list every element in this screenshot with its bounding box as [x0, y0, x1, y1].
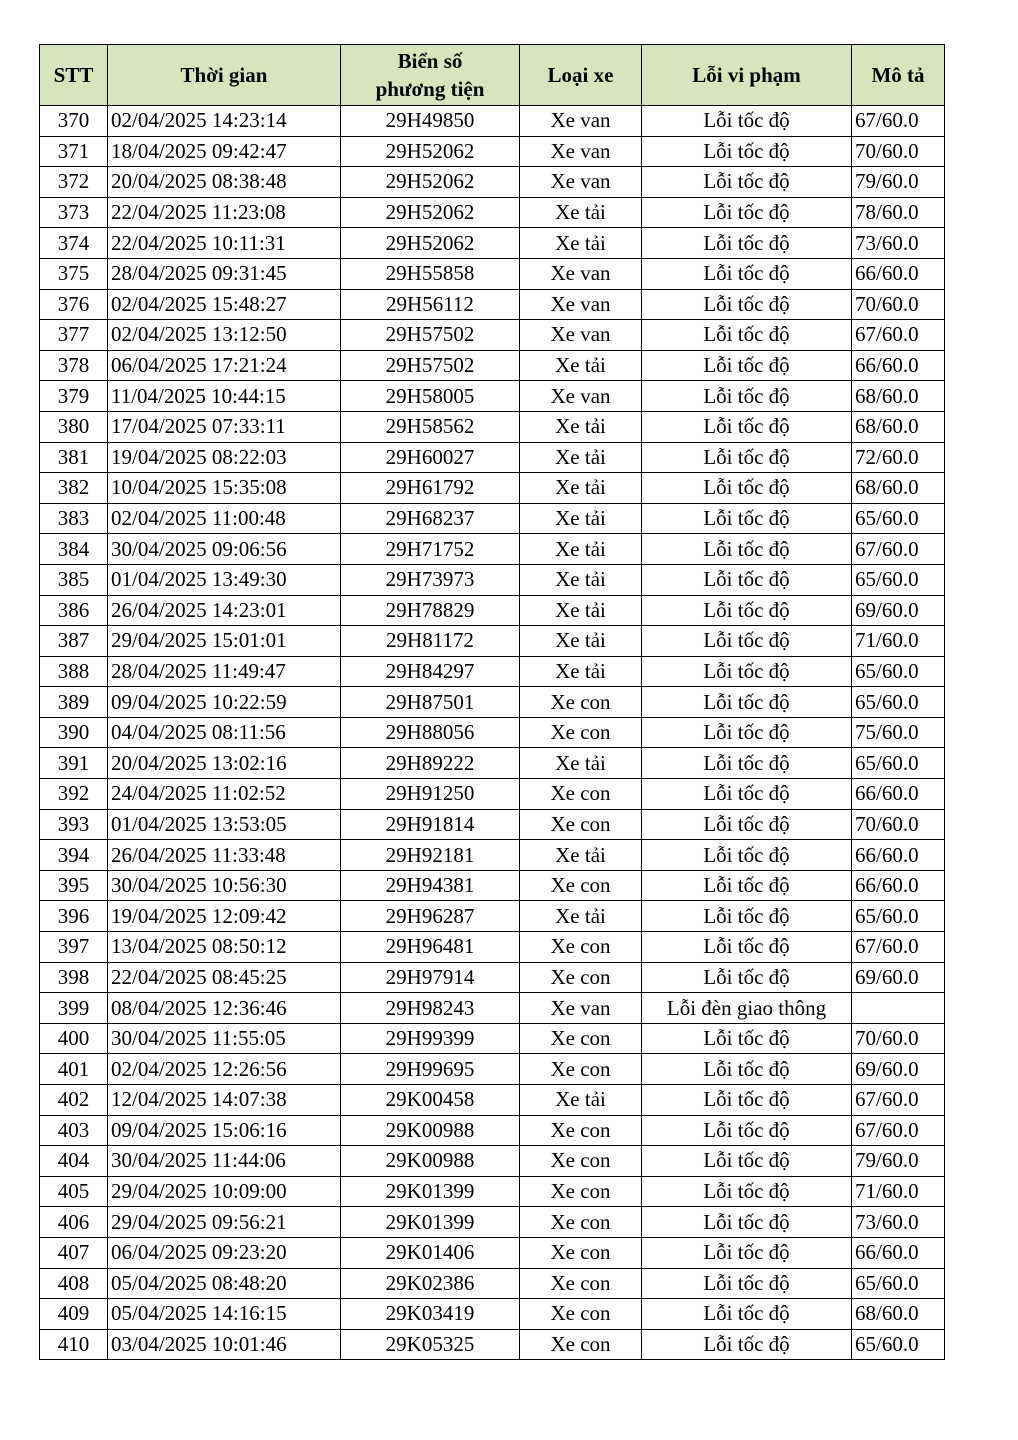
cell-description: 65/60.0 — [852, 1268, 945, 1299]
cell-stt: 370 — [40, 106, 108, 137]
table-row — [40, 626, 945, 657]
cell-stt: 393 — [40, 809, 108, 840]
cell-stt: 403 — [40, 1115, 108, 1146]
cell-violation: Lỗi tốc độ — [642, 840, 852, 871]
cell-vehicle-type: Xe tải — [520, 411, 642, 442]
cell-stt: 406 — [40, 1207, 108, 1238]
cell-time: 03/04/2025 10:01:46 — [108, 1329, 341, 1360]
cell-time: 29/04/2025 10:09:00 — [108, 1176, 341, 1207]
cell-violation: Lỗi tốc độ — [642, 595, 852, 626]
cell-time: 13/04/2025 08:50:12 — [108, 932, 341, 963]
table-header-row — [40, 45, 945, 106]
cell-description: 73/60.0 — [852, 1207, 945, 1238]
table-row — [40, 503, 945, 534]
table-row — [40, 534, 945, 565]
cell-vehicle-type: Xe tải — [520, 748, 642, 779]
cell-violation: Lỗi tốc độ — [642, 962, 852, 993]
cell-vehicle-type: Xe tải — [520, 442, 642, 473]
cell-vehicle-type: Xe con — [520, 1268, 642, 1299]
cell-description: 66/60.0 — [852, 840, 945, 871]
cell-violation: Lỗi tốc độ — [642, 106, 852, 137]
table-row — [40, 1176, 945, 1207]
cell-stt: 383 — [40, 503, 108, 534]
cell-description: 70/60.0 — [852, 809, 945, 840]
cell-stt: 378 — [40, 350, 108, 381]
cell-vehicle-type: Xe tải — [520, 901, 642, 932]
cell-stt: 397 — [40, 932, 108, 963]
cell-stt: 381 — [40, 442, 108, 473]
cell-description: 66/60.0 — [852, 779, 945, 810]
cell-time: 30/04/2025 11:44:06 — [108, 1146, 341, 1177]
cell-time: 22/04/2025 10:11:31 — [108, 228, 341, 259]
cell-time: 30/04/2025 11:55:05 — [108, 1023, 341, 1054]
cell-plate: 29K02386 — [341, 1268, 520, 1299]
cell-plate: 29H52062 — [341, 136, 520, 167]
header-plate-line2: phương tiện — [375, 77, 485, 101]
cell-vehicle-type: Xe con — [520, 1176, 642, 1207]
table-row — [40, 840, 945, 871]
cell-description: 65/60.0 — [852, 656, 945, 687]
cell-stt: 394 — [40, 840, 108, 871]
table-row — [40, 167, 945, 198]
cell-vehicle-type: Xe van — [520, 106, 642, 137]
cell-plate: 29H84297 — [341, 656, 520, 687]
cell-stt: 372 — [40, 167, 108, 198]
cell-description: 67/60.0 — [852, 534, 945, 565]
table-row — [40, 595, 945, 626]
cell-plate: 29H94381 — [341, 870, 520, 901]
cell-stt: 398 — [40, 962, 108, 993]
cell-violation: Lỗi tốc độ — [642, 1268, 852, 1299]
cell-violation: Lỗi tốc độ — [642, 717, 852, 748]
cell-time: 02/04/2025 15:48:27 — [108, 289, 341, 320]
cell-stt: 375 — [40, 258, 108, 289]
cell-violation: Lỗi tốc độ — [642, 197, 852, 228]
cell-vehicle-type: Xe con — [520, 962, 642, 993]
cell-stt: 400 — [40, 1023, 108, 1054]
cell-plate: 29H73973 — [341, 564, 520, 595]
cell-time: 06/04/2025 17:21:24 — [108, 350, 341, 381]
cell-vehicle-type: Xe con — [520, 1207, 642, 1238]
cell-plate: 29K00458 — [341, 1085, 520, 1116]
cell-violation: Lỗi tốc độ — [642, 1207, 852, 1238]
cell-vehicle-type: Xe con — [520, 687, 642, 718]
cell-stt: 374 — [40, 228, 108, 259]
cell-time: 19/04/2025 08:22:03 — [108, 442, 341, 473]
cell-description: 67/60.0 — [852, 932, 945, 963]
table-row — [40, 779, 945, 810]
cell-vehicle-type: Xe tải — [520, 228, 642, 259]
cell-time: 30/04/2025 10:56:30 — [108, 870, 341, 901]
cell-vehicle-type: Xe tải — [520, 564, 642, 595]
cell-plate: 29H99399 — [341, 1023, 520, 1054]
cell-violation: Lỗi tốc độ — [642, 136, 852, 167]
cell-plate: 29H52062 — [341, 228, 520, 259]
table-row — [40, 197, 945, 228]
cell-vehicle-type: Xe van — [520, 258, 642, 289]
table-row — [40, 717, 945, 748]
cell-vehicle-type: Xe tải — [520, 503, 642, 534]
table-row — [40, 901, 945, 932]
cell-violation: Lỗi tốc độ — [642, 1115, 852, 1146]
cell-vehicle-type: Xe tải — [520, 840, 642, 871]
cell-stt: 391 — [40, 748, 108, 779]
cell-violation: Lỗi tốc độ — [642, 320, 852, 351]
cell-vehicle-type: Xe tải — [520, 595, 642, 626]
header-stt: STT — [40, 45, 108, 106]
cell-time: 17/04/2025 07:33:11 — [108, 411, 341, 442]
table-row — [40, 870, 945, 901]
header-plate-line1: Biển số — [397, 49, 463, 73]
cell-time: 02/04/2025 14:23:14 — [108, 106, 341, 137]
cell-violation: Lỗi tốc độ — [642, 411, 852, 442]
table-row — [40, 564, 945, 595]
cell-stt: 371 — [40, 136, 108, 167]
cell-violation: Lỗi tốc độ — [642, 564, 852, 595]
cell-plate: 29H78829 — [341, 595, 520, 626]
cell-description: 70/60.0 — [852, 1023, 945, 1054]
cell-description — [852, 993, 945, 1024]
cell-stt: 409 — [40, 1299, 108, 1330]
table-row — [40, 962, 945, 993]
table-row — [40, 1268, 945, 1299]
cell-plate: 29H99695 — [341, 1054, 520, 1085]
cell-violation: Lỗi tốc độ — [642, 534, 852, 565]
cell-time: 01/04/2025 13:49:30 — [108, 564, 341, 595]
cell-description: 67/60.0 — [852, 1115, 945, 1146]
cell-stt: 377 — [40, 320, 108, 351]
cell-plate: 29H87501 — [341, 687, 520, 718]
cell-stt: 388 — [40, 656, 108, 687]
cell-violation: Lỗi tốc độ — [642, 779, 852, 810]
cell-vehicle-type: Xe con — [520, 1115, 642, 1146]
cell-description: 79/60.0 — [852, 1146, 945, 1177]
table-row — [40, 1329, 945, 1360]
cell-description: 66/60.0 — [852, 870, 945, 901]
cell-vehicle-type: Xe van — [520, 993, 642, 1024]
cell-stt: 384 — [40, 534, 108, 565]
cell-plate: 29H97914 — [341, 962, 520, 993]
cell-time: 09/04/2025 15:06:16 — [108, 1115, 341, 1146]
cell-vehicle-type: Xe tải — [520, 197, 642, 228]
cell-plate: 29K00988 — [341, 1115, 520, 1146]
cell-violation: Lỗi tốc độ — [642, 503, 852, 534]
cell-plate: 29H96481 — [341, 932, 520, 963]
cell-plate: 29H88056 — [341, 717, 520, 748]
header-violation: Lỗi vi phạm — [642, 45, 852, 106]
cell-plate: 29K05325 — [341, 1329, 520, 1360]
cell-stt: 408 — [40, 1268, 108, 1299]
cell-time: 09/04/2025 10:22:59 — [108, 687, 341, 718]
table-row — [40, 1085, 945, 1116]
cell-violation: Lỗi đèn giao thông — [642, 993, 852, 1024]
cell-description: 65/60.0 — [852, 748, 945, 779]
cell-vehicle-type: Xe tải — [520, 534, 642, 565]
cell-stt: 395 — [40, 870, 108, 901]
cell-plate: 29K03419 — [341, 1299, 520, 1330]
cell-stt: 410 — [40, 1329, 108, 1360]
header-description: Mô tả — [852, 45, 945, 106]
cell-time: 11/04/2025 10:44:15 — [108, 381, 341, 412]
cell-violation: Lỗi tốc độ — [642, 1023, 852, 1054]
table-row — [40, 258, 945, 289]
cell-plate: 29H68237 — [341, 503, 520, 534]
cell-vehicle-type: Xe con — [520, 932, 642, 963]
cell-description: 68/60.0 — [852, 381, 945, 412]
cell-plate: 29H92181 — [341, 840, 520, 871]
cell-stt: 389 — [40, 687, 108, 718]
cell-stt: 382 — [40, 473, 108, 504]
cell-violation: Lỗi tốc độ — [642, 932, 852, 963]
cell-stt: 385 — [40, 564, 108, 595]
cell-vehicle-type: Xe van — [520, 381, 642, 412]
cell-description: 75/60.0 — [852, 717, 945, 748]
cell-description: 65/60.0 — [852, 1329, 945, 1360]
cell-plate: 29K00988 — [341, 1146, 520, 1177]
cell-time: 06/04/2025 09:23:20 — [108, 1237, 341, 1268]
cell-violation: Lỗi tốc độ — [642, 1054, 852, 1085]
cell-time: 02/04/2025 13:12:50 — [108, 320, 341, 351]
cell-stt: 404 — [40, 1146, 108, 1177]
cell-violation: Lỗi tốc độ — [642, 289, 852, 320]
cell-violation: Lỗi tốc độ — [642, 1176, 852, 1207]
cell-time: 22/04/2025 11:23:08 — [108, 197, 341, 228]
cell-time: 28/04/2025 11:49:47 — [108, 656, 341, 687]
cell-stt: 380 — [40, 411, 108, 442]
cell-description: 78/60.0 — [852, 197, 945, 228]
cell-description: 73/60.0 — [852, 228, 945, 259]
cell-description: 68/60.0 — [852, 473, 945, 504]
cell-violation: Lỗi tốc độ — [642, 1237, 852, 1268]
cell-stt: 396 — [40, 901, 108, 932]
cell-plate: 29K01399 — [341, 1176, 520, 1207]
table-row — [40, 320, 945, 351]
table-row — [40, 932, 945, 963]
cell-description: 65/60.0 — [852, 503, 945, 534]
cell-time: 29/04/2025 15:01:01 — [108, 626, 341, 657]
cell-violation: Lỗi tốc độ — [642, 442, 852, 473]
cell-stt: 387 — [40, 626, 108, 657]
cell-time: 24/04/2025 11:02:52 — [108, 779, 341, 810]
cell-plate: 29H52062 — [341, 167, 520, 198]
cell-description: 69/60.0 — [852, 962, 945, 993]
cell-stt: 376 — [40, 289, 108, 320]
cell-description: 70/60.0 — [852, 289, 945, 320]
cell-description: 65/60.0 — [852, 901, 945, 932]
cell-vehicle-type: Xe con — [520, 1146, 642, 1177]
cell-vehicle-type: Xe tải — [520, 656, 642, 687]
cell-stt: 390 — [40, 717, 108, 748]
cell-time: 26/04/2025 14:23:01 — [108, 595, 341, 626]
cell-stt: 392 — [40, 779, 108, 810]
cell-violation: Lỗi tốc độ — [642, 809, 852, 840]
cell-plate: 29H57502 — [341, 320, 520, 351]
cell-vehicle-type: Xe con — [520, 1054, 642, 1085]
cell-description: 72/60.0 — [852, 442, 945, 473]
cell-time: 10/04/2025 15:35:08 — [108, 473, 341, 504]
table-row — [40, 442, 945, 473]
cell-plate: 29H96287 — [341, 901, 520, 932]
cell-time: 19/04/2025 12:09:42 — [108, 901, 341, 932]
cell-vehicle-type: Xe con — [520, 870, 642, 901]
cell-time: 04/04/2025 08:11:56 — [108, 717, 341, 748]
cell-violation: Lỗi tốc độ — [642, 870, 852, 901]
cell-violation: Lỗi tốc độ — [642, 473, 852, 504]
cell-stt: 373 — [40, 197, 108, 228]
cell-vehicle-type: Xe con — [520, 1329, 642, 1360]
cell-vehicle-type: Xe con — [520, 1023, 642, 1054]
cell-vehicle-type: Xe tải — [520, 1085, 642, 1116]
cell-description: 71/60.0 — [852, 626, 945, 657]
cell-plate: 29H61792 — [341, 473, 520, 504]
table-row — [40, 473, 945, 504]
table-row — [40, 748, 945, 779]
cell-description: 70/60.0 — [852, 136, 945, 167]
cell-time: 28/04/2025 09:31:45 — [108, 258, 341, 289]
table-row — [40, 381, 945, 412]
table-row — [40, 1299, 945, 1330]
cell-stt: 405 — [40, 1176, 108, 1207]
cell-vehicle-type: Xe tải — [520, 350, 642, 381]
cell-time: 08/04/2025 12:36:46 — [108, 993, 341, 1024]
cell-description: 68/60.0 — [852, 411, 945, 442]
header-plate — [341, 45, 520, 106]
cell-time: 30/04/2025 09:06:56 — [108, 534, 341, 565]
cell-vehicle-type: Xe con — [520, 717, 642, 748]
cell-vehicle-type: Xe tải — [520, 626, 642, 657]
cell-vehicle-type: Xe con — [520, 1237, 642, 1268]
cell-violation: Lỗi tốc độ — [642, 687, 852, 718]
cell-description: 67/60.0 — [852, 106, 945, 137]
cell-plate: 29H81172 — [341, 626, 520, 657]
cell-plate: 29H89222 — [341, 748, 520, 779]
cell-time: 20/04/2025 08:38:48 — [108, 167, 341, 198]
cell-time: 05/04/2025 08:48:20 — [108, 1268, 341, 1299]
cell-time: 26/04/2025 11:33:48 — [108, 840, 341, 871]
cell-plate: 29H57502 — [341, 350, 520, 381]
table-row — [40, 289, 945, 320]
cell-violation: Lỗi tốc độ — [642, 381, 852, 412]
cell-violation: Lỗi tốc độ — [642, 748, 852, 779]
cell-description: 68/60.0 — [852, 1299, 945, 1330]
table-row — [40, 350, 945, 381]
cell-time: 20/04/2025 13:02:16 — [108, 748, 341, 779]
cell-plate: 29H58005 — [341, 381, 520, 412]
table-row — [40, 1054, 945, 1085]
cell-plate: 29H49850 — [341, 106, 520, 137]
cell-vehicle-type: Xe van — [520, 320, 642, 351]
table-row — [40, 106, 945, 137]
header-vehicle-type: Loại xe — [520, 45, 642, 106]
cell-time: 02/04/2025 11:00:48 — [108, 503, 341, 534]
cell-vehicle-type: Xe tải — [520, 473, 642, 504]
violations-table — [39, 44, 945, 1360]
cell-vehicle-type: Xe van — [520, 289, 642, 320]
cell-stt: 407 — [40, 1237, 108, 1268]
table-row — [40, 411, 945, 442]
cell-plate: 29H91814 — [341, 809, 520, 840]
cell-time: 22/04/2025 08:45:25 — [108, 962, 341, 993]
cell-time: 01/04/2025 13:53:05 — [108, 809, 341, 840]
table-row — [40, 1237, 945, 1268]
table-row — [40, 1115, 945, 1146]
table-row — [40, 993, 945, 1024]
cell-violation: Lỗi tốc độ — [642, 1329, 852, 1360]
cell-description: 65/60.0 — [852, 564, 945, 595]
cell-violation: Lỗi tốc độ — [642, 167, 852, 198]
cell-description: 79/60.0 — [852, 167, 945, 198]
cell-stt: 379 — [40, 381, 108, 412]
cell-vehicle-type: Xe con — [520, 809, 642, 840]
cell-violation: Lỗi tốc độ — [642, 258, 852, 289]
cell-vehicle-type: Xe con — [520, 779, 642, 810]
cell-vehicle-type: Xe con — [520, 1299, 642, 1330]
cell-plate: 29H55858 — [341, 258, 520, 289]
cell-violation: Lỗi tốc độ — [642, 901, 852, 932]
cell-violation: Lỗi tốc độ — [642, 1146, 852, 1177]
table-row — [40, 1146, 945, 1177]
cell-stt: 399 — [40, 993, 108, 1024]
cell-violation: Lỗi tốc độ — [642, 1085, 852, 1116]
cell-plate: 29H56112 — [341, 289, 520, 320]
cell-description: 66/60.0 — [852, 258, 945, 289]
cell-stt: 402 — [40, 1085, 108, 1116]
cell-time: 02/04/2025 12:26:56 — [108, 1054, 341, 1085]
cell-violation: Lỗi tốc độ — [642, 1299, 852, 1330]
table-row — [40, 1023, 945, 1054]
cell-description: 67/60.0 — [852, 1085, 945, 1116]
table-row — [40, 656, 945, 687]
cell-violation: Lỗi tốc độ — [642, 228, 852, 259]
cell-time: 29/04/2025 09:56:21 — [108, 1207, 341, 1238]
cell-plate: 29H91250 — [341, 779, 520, 810]
table-body — [40, 106, 945, 1360]
header-time: Thời gian — [108, 45, 341, 106]
cell-plate: 29K01399 — [341, 1207, 520, 1238]
cell-plate: 29H60027 — [341, 442, 520, 473]
cell-description: 66/60.0 — [852, 350, 945, 381]
cell-description: 71/60.0 — [852, 1176, 945, 1207]
cell-violation: Lỗi tốc độ — [642, 350, 852, 381]
cell-violation: Lỗi tốc độ — [642, 656, 852, 687]
cell-plate: 29K01406 — [341, 1237, 520, 1268]
cell-time: 18/04/2025 09:42:47 — [108, 136, 341, 167]
cell-time: 05/04/2025 14:16:15 — [108, 1299, 341, 1330]
cell-violation: Lỗi tốc độ — [642, 626, 852, 657]
cell-description: 67/60.0 — [852, 320, 945, 351]
cell-plate: 29H52062 — [341, 197, 520, 228]
cell-vehicle-type: Xe van — [520, 136, 642, 167]
cell-description: 69/60.0 — [852, 595, 945, 626]
cell-plate: 29H58562 — [341, 411, 520, 442]
cell-description: 69/60.0 — [852, 1054, 945, 1085]
cell-stt: 386 — [40, 595, 108, 626]
table-row — [40, 228, 945, 259]
cell-time: 12/04/2025 14:07:38 — [108, 1085, 341, 1116]
cell-vehicle-type: Xe van — [520, 167, 642, 198]
table-row — [40, 687, 945, 718]
cell-description: 66/60.0 — [852, 1237, 945, 1268]
table-row — [40, 136, 945, 167]
cell-description: 65/60.0 — [852, 687, 945, 718]
table-row — [40, 1207, 945, 1238]
cell-plate: 29H98243 — [341, 993, 520, 1024]
table-row — [40, 809, 945, 840]
cell-plate: 29H71752 — [341, 534, 520, 565]
cell-stt: 401 — [40, 1054, 108, 1085]
